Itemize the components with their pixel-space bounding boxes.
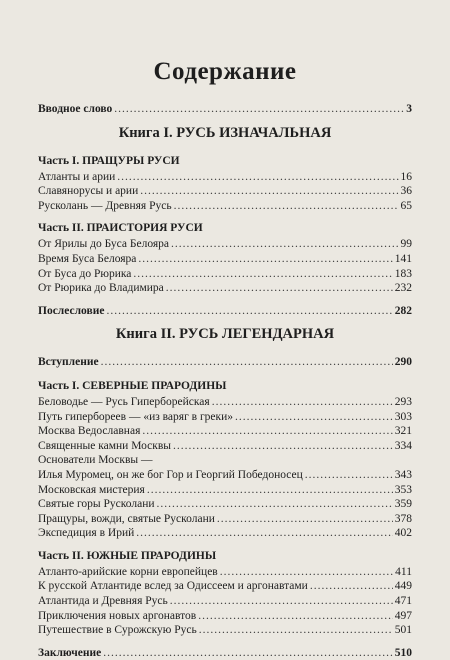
entry-title: Москва Ведославная [38,425,141,438]
book1-part2 [38,221,412,295]
entry-title: К русской Атлантиде вслед за Одиссеем и аргонавтами [38,580,308,593]
entry-title: Атланты и арии [38,170,116,183]
entry-title: Илья Муромец, он же бог Гор и Георгий Победоносец [38,468,303,481]
entry-page: 501 [394,624,412,637]
leader-dots [174,199,399,214]
leader-dots [157,497,393,512]
leader-dots [166,281,393,296]
book2-title: Книга II. РУСЬ ЛЕГЕНДАРНАЯ [115,326,335,343]
leader-dots [173,439,393,454]
entry-title: Русколань — Древняя Русь [38,199,172,212]
entry-title: Заключение [38,646,102,659]
leader-dots [171,237,398,252]
part-title: Часть II. ЮЖНЫЕ ПРАРОДИНЫ [38,549,217,562]
entry-page: 3 [406,103,412,115]
toc-entry-intro [38,102,412,117]
entry-page: 183 [394,267,412,280]
entry-page: 359 [394,498,412,511]
entry-page: 402 [394,527,412,540]
entry-title: От Буса до Рюрика [38,267,132,280]
entry-title: Священные камни Москвы [38,439,172,452]
leader-dots [140,184,398,199]
leader-dots [103,646,393,660]
part-title: Часть I. ПРАЩУРЫ РУСИ [38,154,180,167]
toc-entry-intro2 [38,355,412,370]
leader-dots [106,304,392,319]
toc-entry-continued [38,453,412,468]
part-title: Часть II. ПРАИСТОРИЯ РУСИ [38,222,203,235]
entry-page: 510 [394,646,412,659]
toc-entry [38,410,412,425]
toc-entry-afterword [38,304,412,319]
entry-page: 334 [394,439,412,452]
toc-entry [38,468,412,483]
leader-dots [170,594,393,609]
leader-dots [212,395,393,410]
entry-title: От Рюрика до Владимира [38,282,164,295]
entry-page: 353 [394,483,412,496]
entry-page: 471 [394,595,412,608]
entry-page: 65 [400,199,412,212]
entry-title: Вводное слово [38,103,113,115]
leader-dots [305,468,393,483]
toc-entry [38,439,412,454]
toc-entry [38,184,412,199]
leader-dots [147,483,393,498]
book2-part1 [38,379,412,541]
entry-page: 343 [394,468,412,481]
entry-title: Пращуры, вожди, святые Русколани [38,512,215,525]
leader-dots [198,609,393,624]
part-title: Часть I. СЕВЕРНЫЕ ПРАРОДИНЫ [38,379,227,392]
toc-entry [38,609,412,624]
entry-title: Атланто-арийские корни европейцев [38,565,218,578]
book2-part2 [38,549,412,638]
entry-page: 290 [394,356,412,369]
toc-entry [38,497,412,512]
toc-entry [38,395,412,410]
book1-title: Книга I. РУСЬ ИЗНАЧАЛЬНАЯ [118,124,332,141]
entry-title: Беловодье — Русь Гиперборейская [38,395,210,408]
toc-entry [38,623,412,638]
toc-entry [38,267,412,282]
leader-dots [235,410,393,425]
leader-dots [117,170,398,185]
entry-page: 36 [400,185,412,198]
entry-page: 282 [394,304,412,317]
leader-dots [136,526,392,541]
toc-entry [38,594,412,609]
leader-dots [138,252,392,267]
entry-page: 497 [394,609,412,622]
book1-part1 [38,154,412,214]
entry-title: От Ярилы до Буса Белояра [38,238,170,251]
leader-dots [114,102,404,117]
toc-entry [38,424,412,439]
entry-page: 16 [400,170,412,183]
toc-entry [38,526,412,541]
entry-page: 293 [394,395,412,408]
page-title: Содержание [153,58,297,85]
entry-title: Время Буса Белояра [38,252,137,265]
entry-title: Славянорусы и арии [38,185,139,198]
entry-page: 232 [394,282,412,295]
leader-dots [133,267,392,282]
toc-entry [38,237,412,252]
toc-entry [38,512,412,527]
entry-page: 321 [394,425,412,438]
leader-dots [142,424,392,439]
leader-dots [220,565,393,580]
entry-title: Вступление [38,356,99,369]
leader-dots [217,512,393,527]
entry-page: 378 [394,512,412,525]
entry-title: Экспедиция в Ирий [38,527,135,540]
entry-title: Путь гипербореев — «из варяг в греки» [38,410,234,423]
leader-dots [199,623,393,638]
toc-entry [38,199,412,214]
entry-page: 303 [394,410,412,423]
toc-entry-conclusion [38,646,412,660]
entry-title: Послесловие [38,304,105,317]
entry-title: Приключения новых аргонавтов [38,609,197,622]
entry-title: Атлантида и Древняя Русь [38,595,168,608]
entry-page: 99 [400,238,412,251]
entry-page: 141 [394,252,412,265]
entry-page: 411 [395,565,412,578]
entry-title: Путешествие в Сурожскую Русь [38,624,197,637]
entry-title: Московская мистерия [38,483,145,496]
entry-title: Святые горы Русколани [38,498,155,511]
toc-entry [38,483,412,498]
toc-entry [38,170,412,185]
leader-dots [310,579,393,594]
entry-page: 449 [394,580,412,593]
leader-dots [101,355,393,370]
toc-entry [38,281,412,296]
entry-title: Основатели Москвы — [38,454,153,467]
toc-entry [38,579,412,594]
toc-entry [38,565,412,580]
toc-entry [38,252,412,267]
